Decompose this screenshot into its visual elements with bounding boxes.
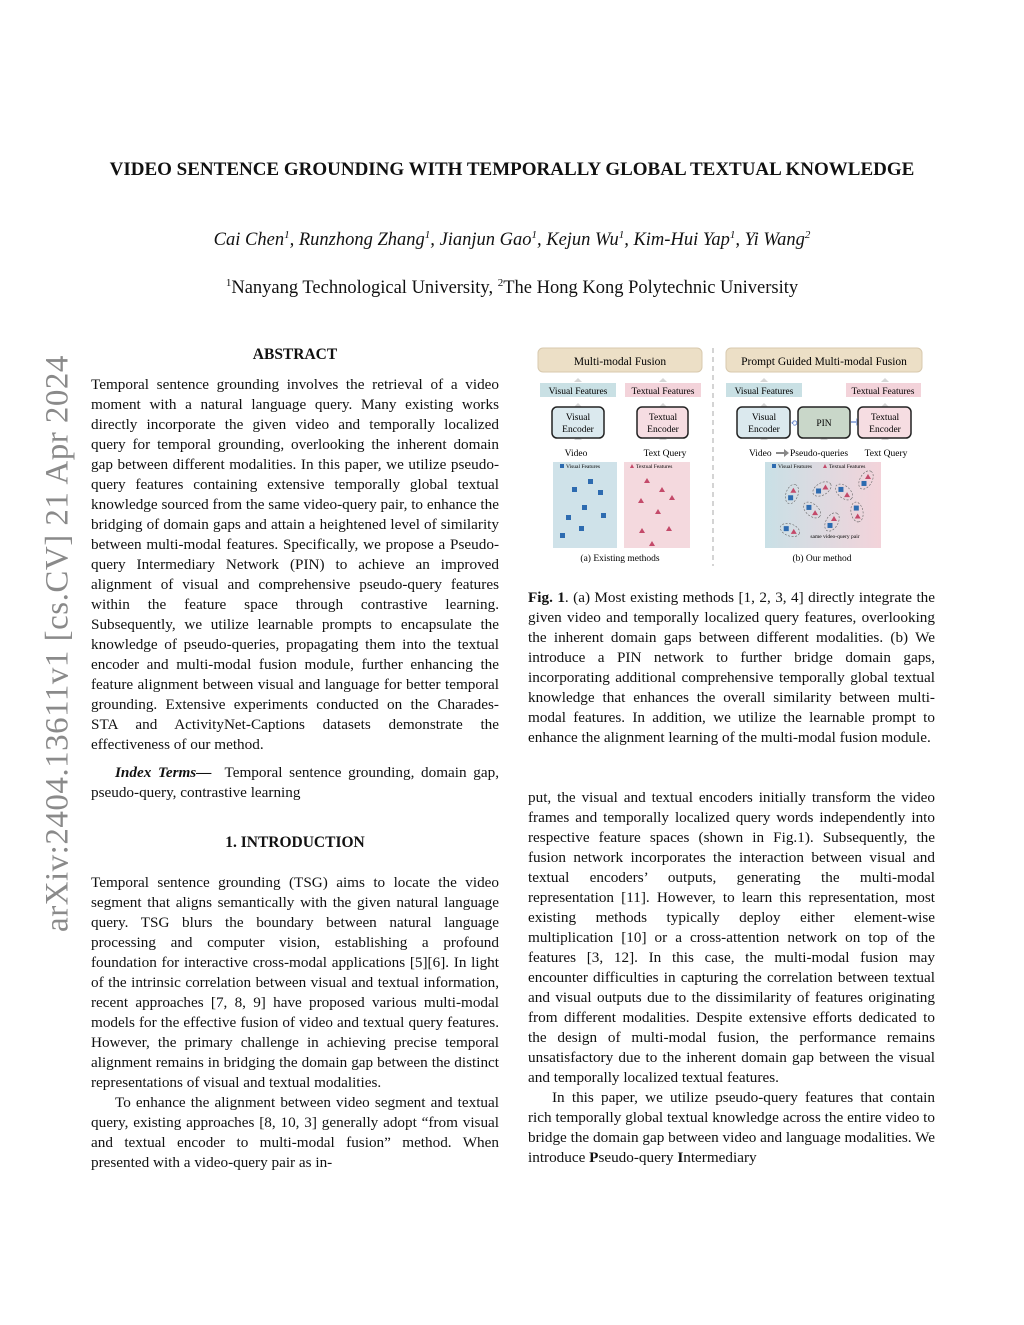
legend-label: Visual Features (778, 464, 813, 470)
affil-mark: 1 (424, 229, 431, 241)
intro-paragraph (528, 1088, 935, 1168)
author: Jianjun Gao (439, 230, 532, 251)
intro-paragraph: Temporal sentence grounding (TSG) aims to locate the video segment that aligns semantically with the given natural language query. TSG blurs the boundary between natural language processing and computer vision, establishing a profound foundation for interactive cross-modal applications [5][6]. In light of the intrinsic correlation between visual and textual information, recent approaches [7, 8, 9] have proposed various multi-modal models for the effective fusion of video and textual query features. However, the primary challenge in achieving precise temporal alignment remains in bridging the domain gap between the distinct representations of visual and textual modalities. (91, 874, 499, 1091)
affil-mark: 2 (804, 229, 811, 241)
text: ntermediary (683, 1149, 757, 1166)
affil-mark: 1 (729, 229, 736, 241)
paper-title: VIDEO SENTENCE GROUNDING WITH TEMPORALLY GLOBAL TEXTUAL KNOWLEDGE (109, 159, 915, 180)
author: Cai Chen (213, 230, 285, 251)
subcaption-b: (b) Our method (792, 554, 852, 564)
intro-paragraph: put, the visual and textual encoders initially transform the video frames and temporally localized query words independently into respective feature spaces (shown in Fig.1). Subsequently, the fusion network incorporates the interaction between visual and textual encoders’ outputs, generating the multi-modal representation [11]. However, to learn this representation, most existing methods typically deploy either element-wise multiplication [10] or a cross-attention network on top of the features [3, 12]. In this case, the multi-modal fusion may encounter difficulties in capturing the correlation between textual and visual outputs due to the dissimilarity of features originating from different modalities. Despite extensive efforts dedicated to the design of multi-modal fusion, the performance remains unsatisfactory due to the inherent domain gap between the visual and temporally localized textual features. (528, 789, 935, 1086)
pseudo-queries-label: Pseudo-queries (790, 449, 849, 459)
visual-point (828, 523, 833, 528)
legend-label: Textual Features (829, 464, 866, 470)
author: Kim-Hui Yap (633, 230, 730, 251)
pair-label: same video-query pair (810, 534, 860, 540)
square-icon (560, 464, 564, 468)
text: In this paper, we utilize pseudo-query features that contain rich temporally global textual knowledge across the entire video to bridge the domain gap between video and language modalities. We introduce (528, 1089, 935, 1166)
visual-encoder-label: Visual (565, 413, 591, 423)
visual-encoder-label: Encoder (562, 425, 594, 435)
video-label: Video (749, 449, 772, 459)
pin-label: PIN (816, 419, 832, 429)
textual-features-label: Textual Features (631, 387, 695, 397)
contrastive-icon: ⟲ (790, 418, 798, 428)
left-column (91, 345, 499, 1173)
visual-point (838, 487, 843, 492)
legend-label: Visual Features (566, 464, 601, 470)
fusion-label: Prompt Guided Multi-modal Fusion (741, 356, 907, 368)
legend-label: Textual Features (636, 464, 673, 470)
intro-paragraph: To enhance the alignment between video segment and textual query, existing approaches [8, 10, 3] generally adopt “from visual and textual encoder to multi-modal fusion” method. When presented with a video-query pair as in- (91, 1094, 499, 1171)
affiliations: $^1$Nanyang Technological University, $^2$The Hong Kong Polytechnic University (225, 277, 799, 299)
visual-features-label: Visual Features (734, 387, 794, 397)
visual-point (816, 489, 821, 494)
text-query-label: Text Query (864, 449, 908, 459)
fusion-label: Multi-modal Fusion (573, 356, 667, 368)
text: P (589, 1149, 599, 1166)
author: Yi Wang (744, 230, 805, 251)
figure-caption-text: . (a) Most existing methods [1, 2, 3, 4] directly integrate the given video and temporally localized query features, overlooking the inherent domain gaps between different modalities. (b) We introduce a PIN network to further bridge domain gaps, incorporating additional comprehensive temporally global textual knowledge that enhances the overall similarity between multi-modal features. In addition, we utilize the learnable prompt to enhance the alignment learning of the multi-modal fusion module. (528, 589, 936, 746)
affiliation: Nanyang Technological University (231, 278, 489, 299)
affil-mark: 2 (497, 277, 504, 289)
abstract-text: Temporal sentence grounding involves the retrieval of a video moment with a natural language query. Many existing works directly incorporate the given video and temporally localized query for temporal grounding, overlooking the inherent domain gap between different modalities. In this paper, we utilize pseudo-query features containing extensive temporally global textual knowledge sourced from the same video-query pair, to enhance the bridging of domain gaps and attain a heightened level of similarity between multi-modal features. Specifically, we propose a Pseudo-query Intermediary Network (PIN) to achieve an improved alignment of visual and comprehensive pseudo-query features within the feature space through contrastive learning. Subsequently, we utilize learnable prompts to encapsulate the knowledge of pseudo-queries, propagating them into the textual encoder and multi-modal fusion module, further enhancing the feature alignment between visual and language for better temporal grounding. Extensive experiments conducted on the Charades-STA and ActivityNet-Captions datasets demonstrate the effectiveness of our method. (91, 376, 499, 753)
affil-mark: 1 (618, 229, 625, 241)
visual-point (784, 526, 789, 531)
intro-heading: 1. INTRODUCTION (225, 834, 365, 851)
textual-features-label: Textual Features (851, 387, 915, 397)
visual-encoder-label: Encoder (748, 425, 780, 435)
visual-point (854, 506, 859, 511)
visual-point (788, 495, 793, 500)
right-column (528, 588, 935, 1168)
text: seudo-query (598, 1149, 678, 1166)
abstract-heading: ABSTRACT (252, 346, 338, 363)
text: I (677, 1149, 684, 1166)
affil-mark: 1 (531, 229, 537, 241)
video-label: Video (564, 449, 588, 459)
affil-mark: 1 (225, 277, 232, 289)
index-terms-text: Temporal sentence grounding, domain gap, pseudo-query, contrastive learning (91, 764, 499, 801)
visual-encoder-label: Visual (751, 413, 777, 423)
index-terms-label: Index Terms— (115, 764, 212, 781)
figure-caption (528, 588, 935, 748)
author: Kejun Wu (546, 230, 619, 251)
textual-encoder-label: Encoder (647, 425, 679, 435)
affil-mark: 1 (284, 229, 290, 241)
square-icon (772, 464, 776, 468)
textual-feature-space (624, 462, 690, 548)
affiliation: The Hong Kong Polytechnic University (503, 278, 799, 299)
text-query-label: Text Query (643, 449, 687, 459)
figure-label: Fig. 1 (528, 589, 565, 606)
visual-features-label: Visual Features (548, 387, 608, 397)
author-list: Cai Chen$^1$, Runzhong Zhang$^1$, Jianjun Gao$^1$, Kejun Wu$^1$, Kim-Hui Yap$^1$, Yi Wang$^2$ (213, 229, 811, 251)
author: Runzhong Zhang (298, 230, 425, 251)
figure-1 (530, 340, 930, 570)
textual-encoder-label: Textual (648, 413, 678, 423)
arrow-right-icon (776, 449, 789, 457)
arxiv-identifier: arXiv:2404.13611v1 [cs.CV] 21 Apr 2024 (39, 355, 76, 932)
textual-encoder-label: Textual (870, 413, 900, 423)
textual-encoder-label: Encoder (869, 425, 901, 435)
visual-point (862, 481, 867, 486)
visual-point (806, 505, 811, 510)
subcaption-a: (a) Existing methods (580, 554, 660, 564)
index-terms (91, 763, 499, 803)
